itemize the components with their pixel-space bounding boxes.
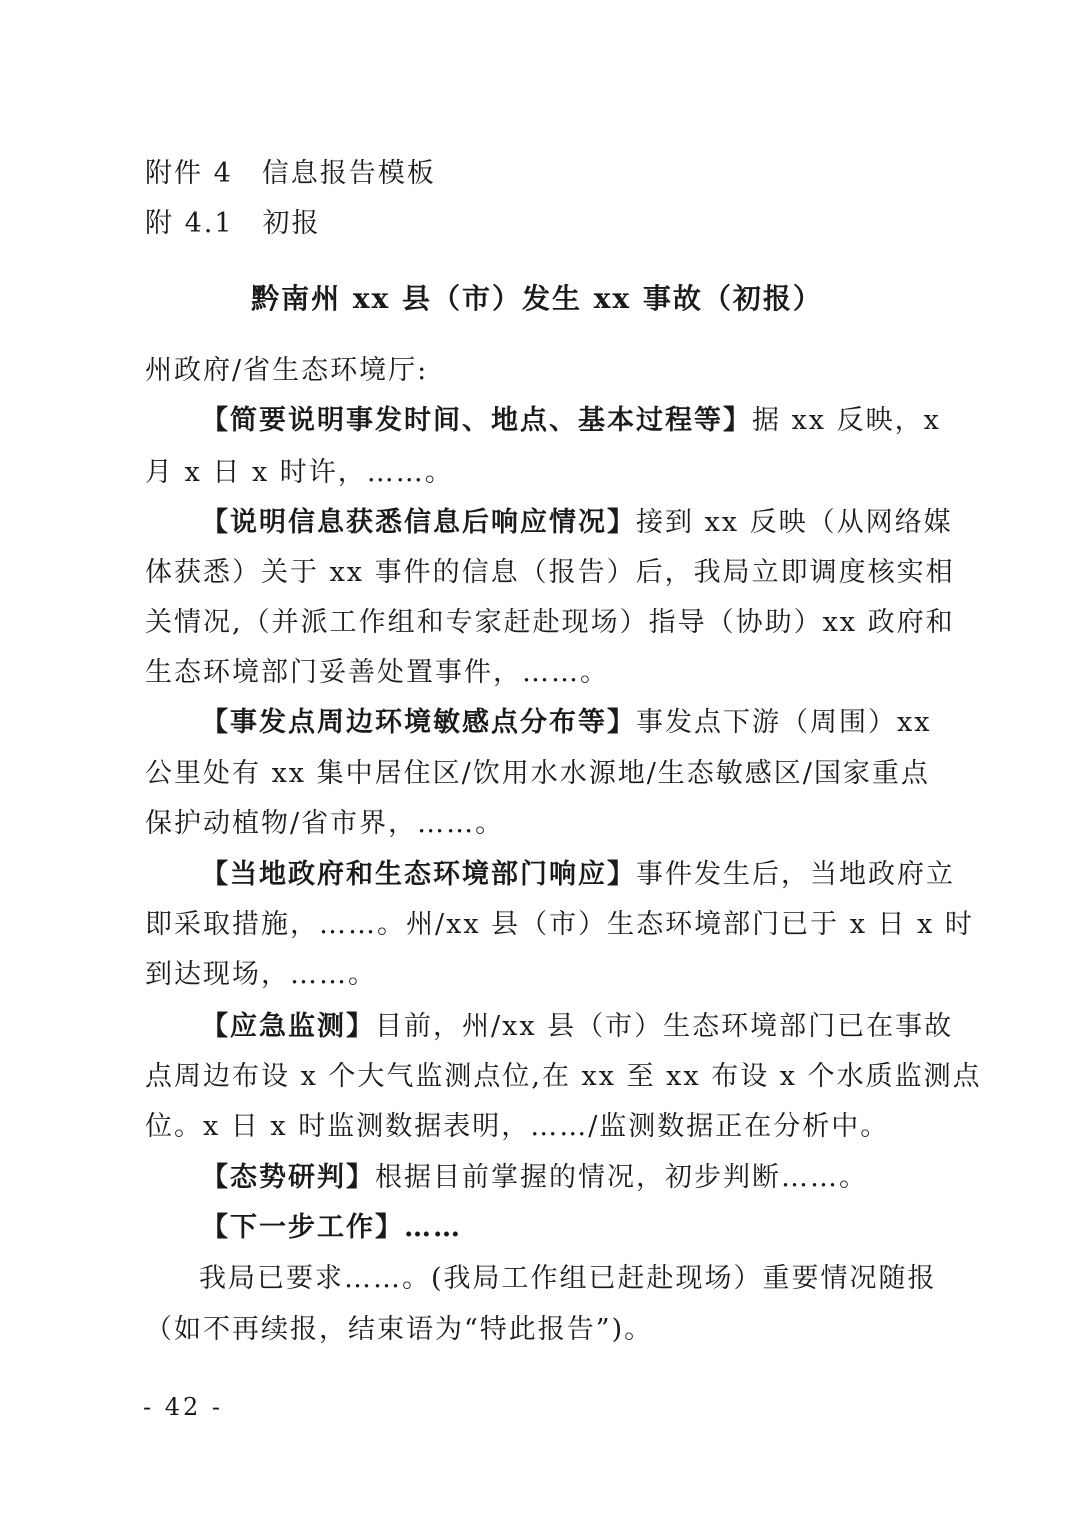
paragraph-1-first-line [201,403,945,439]
paragraph-4-line-2: 即采取措施，……。州/xx 县（市）生态环境部门已于 x 日 x 时 [145,909,974,940]
paragraph-3-text: 事发点下游（周围）xx [636,707,932,738]
page-number: - 42 - [143,1393,224,1421]
paragraph-5-text: 目前，州/xx 县（市）生态环境部门已在事故 [375,1011,954,1042]
paragraph-7-heading: 【下一步工作】…… [201,1212,462,1243]
paragraph-3-first-line [201,705,945,741]
paragraph-5-line-3: 位。x 日 x 时监测数据表明，……/监测数据正在分析中。 [145,1111,890,1142]
paragraph-2-heading: 【说明信息获悉信息后响应情况】 [201,507,636,538]
paragraph-3-heading: 【事发点周边环境敏感点分布等】 [201,707,636,738]
paragraph-2-text: 接到 xx 反映（从网络媒 [636,507,953,538]
paragraph-6-heading: 【态势研判】 [201,1162,375,1193]
paragraph-6-first-line [201,1160,945,1196]
closing-line-1: 我局已要求……。(我局工作组已赶赴现场）重要情况随报 [199,1263,937,1294]
attachment-title: 附件 4 信息报告模板 [145,158,436,189]
paragraph-5-heading: 【应急监测】 [201,1011,375,1042]
paragraph-1-line-2: 月 x 日 x 时许，……。 [145,457,454,488]
paragraph-1-heading: 【简要说明事发时间、地点、基本过程等】 [201,405,752,436]
paragraph-3-line-3: 保护动植物/省市界，……。 [145,808,505,839]
paragraph-3-line-2: 公里处有 xx 集中居住区/饮用水水源地/生态敏感区/国家重点 [145,758,930,789]
paragraph-4-text: 事件发生后，当地政府立 [636,859,955,890]
paragraph-4-first-line [201,857,955,893]
paragraph-1-text: 据 xx 反映，x [752,405,941,436]
paragraph-7-first-line [201,1210,945,1246]
paragraph-4-heading: 【当地政府和生态环境部门响应】 [201,859,636,890]
paragraph-2-line-4: 生态环境部门妥善处置事件，……。 [145,657,609,688]
paragraph-2-line-2: 体获悉）关于 xx 事件的信息（报告）后，我局立即调度核实相 [145,557,955,588]
paragraph-4-line-3: 到达现场，……。 [145,959,377,990]
paragraph-5-line-2: 点周边布设 x 个大气监测点位,在 xx 至 xx 布设 x 个水质监测点 [145,1061,982,1092]
paragraph-2-first-line [201,505,953,541]
paragraph-6-text: 根据目前掌握的情况，初步判断……。 [375,1162,868,1193]
closing-line-2: （如不再续报，结束语为“特此报告”)。 [145,1314,654,1345]
sub-title: 附 4.1 初报 [145,208,321,239]
paragraph-2-line-3: 关情况,（并派工作组和专家赶赴现场）指导（协助）xx 政府和 [145,607,955,638]
paragraph-5-first-line [201,1009,954,1045]
document-title: 黔南州 xx 县（市）发生 xx 事故（初报） [251,282,823,315]
addressee: 州政府/省生态环境厅: [145,355,429,386]
